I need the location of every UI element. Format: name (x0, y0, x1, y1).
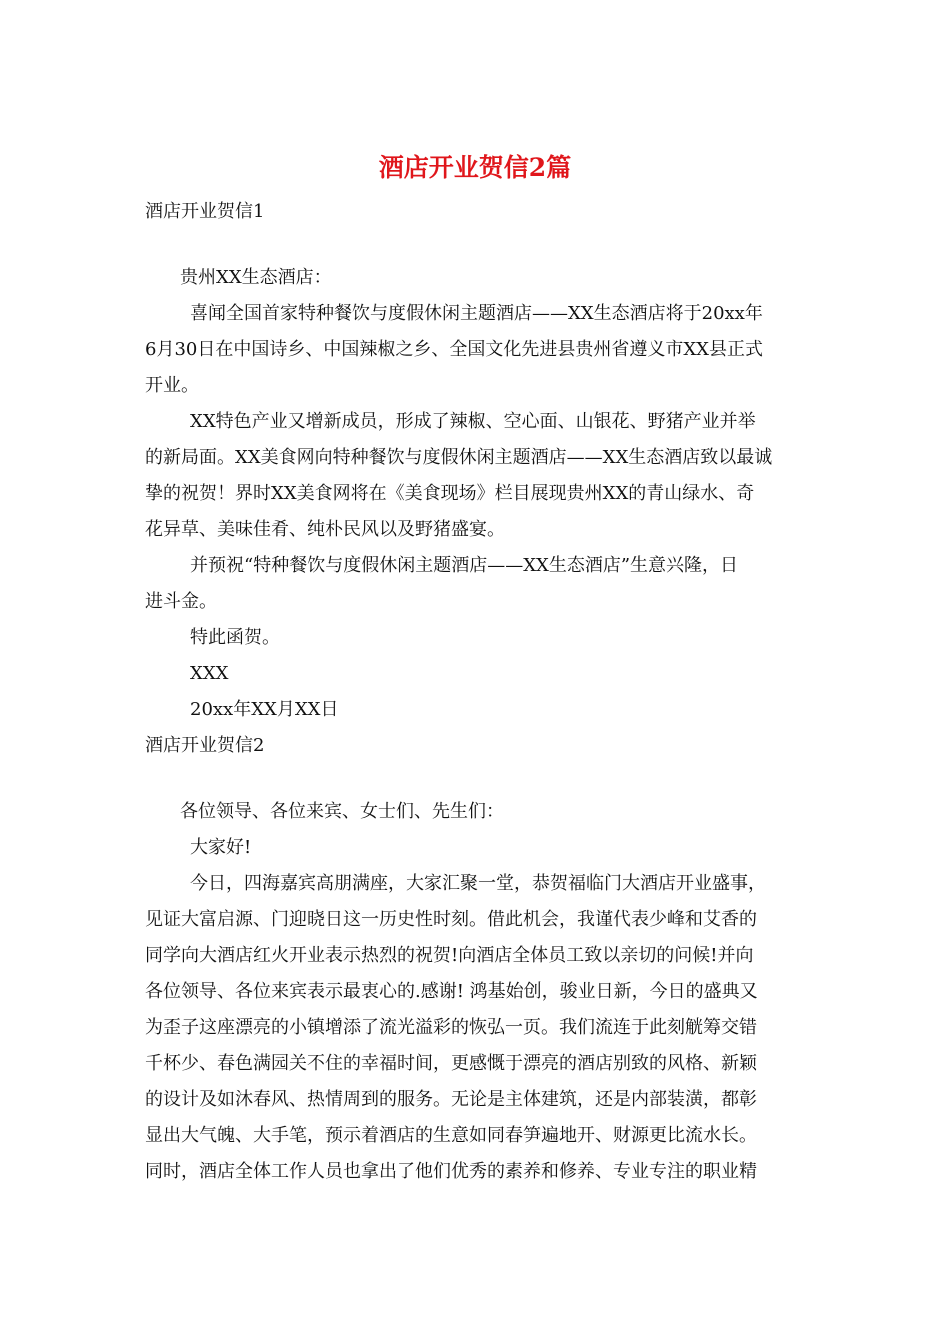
letter1-p1-line: 喜闻全国首家特种餐饮与度假休闲主题酒店——XX生态酒店将于20xx年 (190, 303, 763, 324)
letter2-p1-line: 显出大气魄、大手笔，预示着酒店的生意如同春笋遍地开、财源更比流水长。 (145, 1125, 757, 1146)
letter1-signature: XXX (190, 663, 229, 684)
letter1-p3-line: 进斗金。 (145, 591, 217, 612)
letter2-p1-line: 为歪子这座漂亮的小镇增添了流光溢彩的恢弘一页。我们流连于此刻觥筹交错 (145, 1017, 757, 1038)
document-title: 酒店开业贺信2篇 (378, 153, 572, 182)
letter2-p1-line: 同时，酒店全体工作人员也拿出了他们优秀的素养和修养、专业专注的职业精 (145, 1161, 757, 1182)
letter2-p1-line: 同学向大酒店红火开业表示热烈的祝贺!向酒店全体员工致以亲切的问候!并向 (145, 945, 754, 966)
letter1-date: 20xx年XX月XX日 (190, 699, 339, 720)
letter2-p1-line: 各位领导、各位来宾表示最衷心的.感谢! 鸿基始创，骏业日新，今日的盛典又 (145, 981, 758, 1002)
letter1-p2-line: XX特色产业又增新成员，形成了辣椒、空心面、山银花、野猪产业并举 (190, 411, 756, 432)
letter2-p1-line: 千杯少、春色满园关不住的幸福时间，更感慨于漂亮的酒店别致的风格、新颖 (145, 1053, 757, 1074)
letter2-greeting: 大家好! (190, 837, 252, 858)
letter1-p3-line: 并预祝“特种餐饮与度假休闲主题酒店——XX生态酒店”生意兴隆，日 (190, 555, 739, 576)
letter1-p1-line: 6月30日在中国诗乡、中国辣椒之乡、全国文化先进县贵州省遵义市XX县正式 (145, 339, 763, 360)
letter1-closing: 特此函贺。 (190, 627, 280, 648)
letter2-p1-line: 今日，四海嘉宾高朋满座，大家汇聚一堂，恭贺福临门大酒店开业盛事， (190, 873, 766, 894)
letter2-p1-line: 见证大富启源、门迎晓日这一历史性时刻。借此机会，我谨代表少峰和艾香的 (145, 909, 757, 930)
letter1-p1-line: 开业。 (145, 375, 199, 396)
letter1-heading: 酒店开业贺信1 (145, 201, 265, 222)
letter1-p2-line: 挚的祝贺！界时XX美食网将在《美食现场》栏目展现贵州XX的青山绿水、奇 (145, 483, 755, 504)
letter2-heading: 酒店开业贺信2 (145, 735, 265, 756)
letter2-salutation: 各位领导、各位来宾、女士们、先生们： (180, 801, 504, 822)
letter1-salutation: 贵州XX生态酒店： (180, 267, 332, 288)
letter1-p2-line: 的新局面。XX美食网向特种餐饮与度假休闲主题酒店——XX生态酒店致以最诚 (145, 447, 773, 468)
letter1-p2-line: 花异草、美味佳肴、纯朴民风以及野猪盛宴。 (145, 519, 505, 540)
letter2-p1-line: 的设计及如沐春风、热情周到的服务。无论是主体建筑，还是内部装潢，都彰 (145, 1089, 757, 1110)
